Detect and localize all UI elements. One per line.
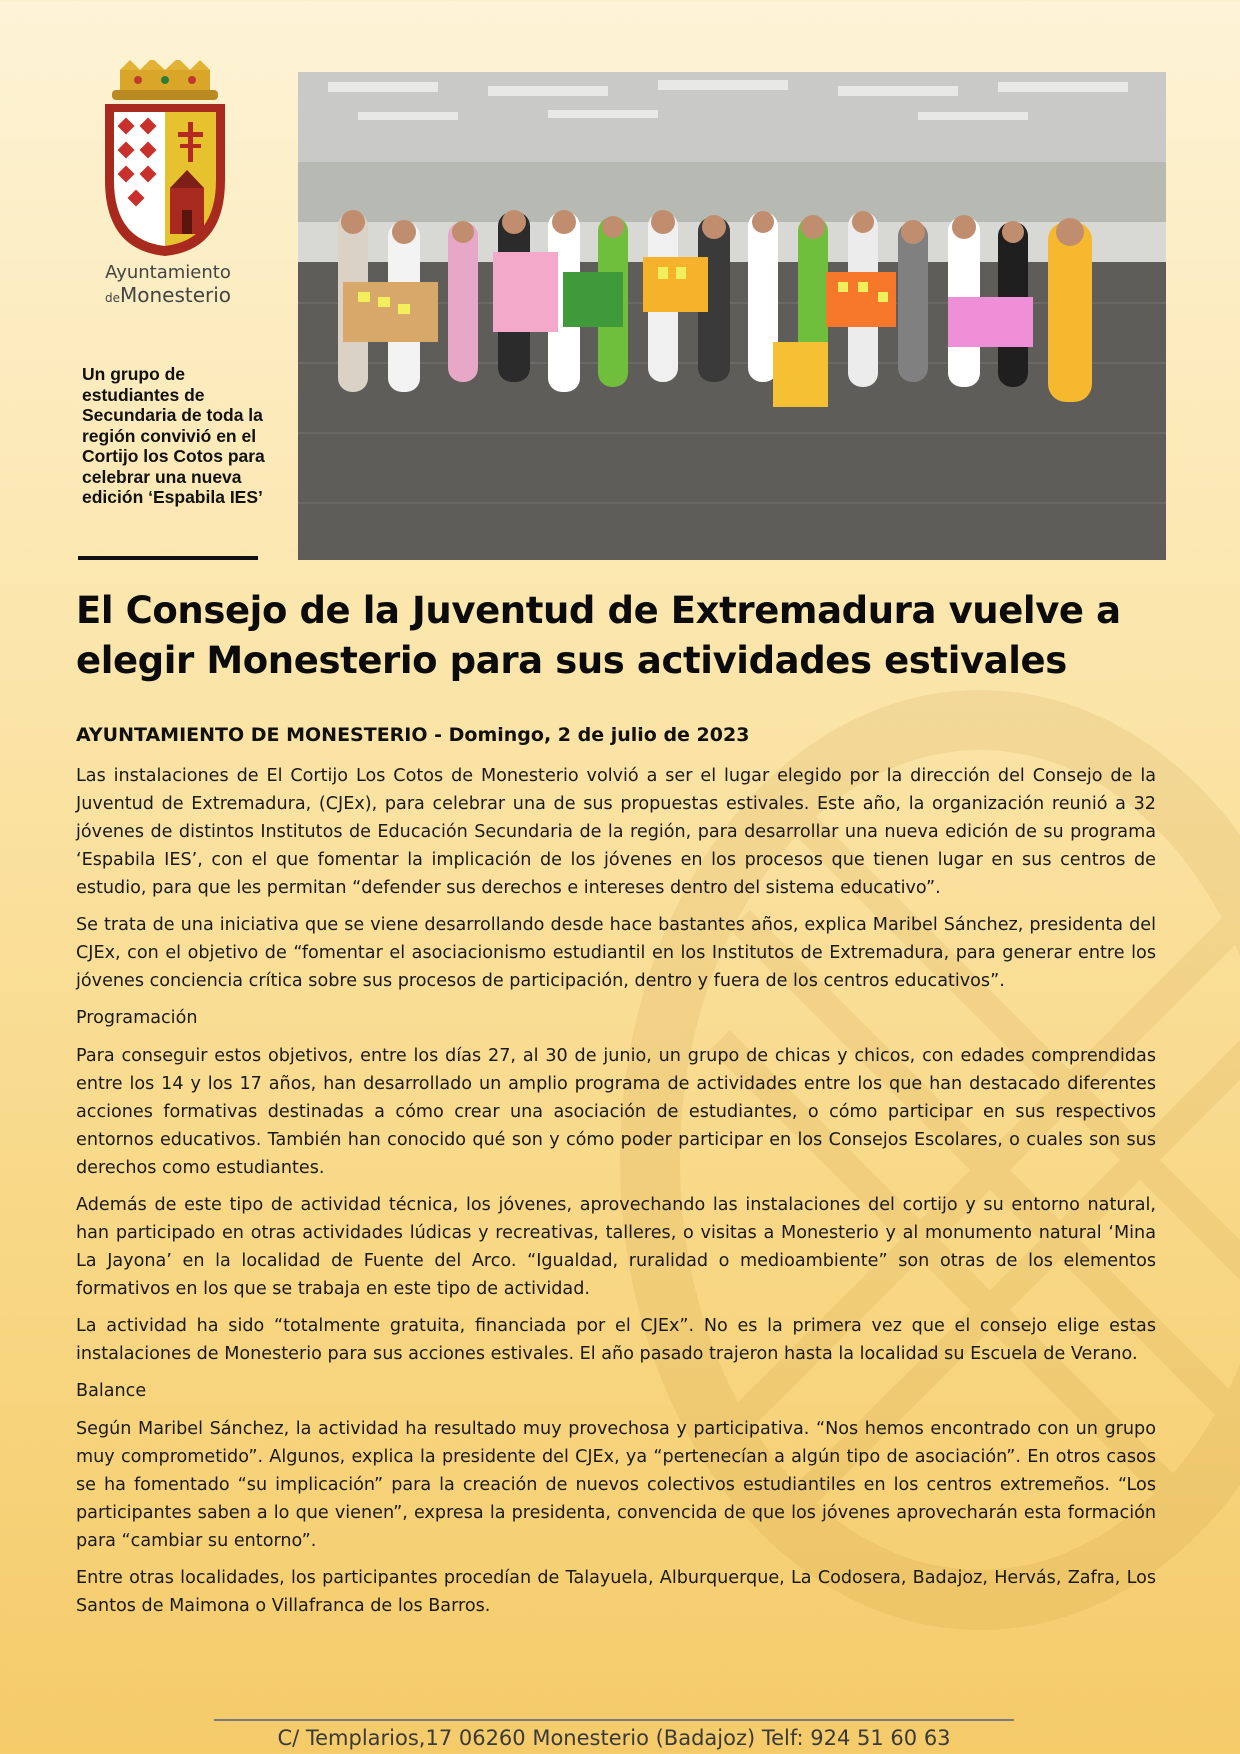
article-paragraph: La actividad ha sido “totalmente gratuita, financiada por el CJEx”. No es la primera vez que el consejo elige estas instalaciones de Monesterio para sus acciones estivales. El año pasado trajeron hasta la localidad su Escuela de Verano. — [76, 1316, 1156, 1364]
article-paragraph: Entre otras localidades, los participantes procedían de Talayuela, Alburquerque, La Codosera, Badajoz, Hervás, Zafra, Los Santos de Maimona o Villafranca de los Barros. — [76, 1568, 1156, 1616]
article-paragraph: Además de este tipo de actividad técnica, los jóvenes, aprovechando las instalaciones del cortijo y su entorno natural, han participado en otras actividades lúdicas y recreativas, talleres, o visitas a Monesterio y al monumento natural ‘Mina La Jayona’ en la localidad de Fuente del Arco. “Igualdad, ruralidad o medioambiente” son otras de los elementos formativos en los que se trabaja en este tipo de actividad. — [76, 1195, 1156, 1299]
section-heading-balance: Balance — [76, 1381, 147, 1401]
section-heading-programacion: Programación — [76, 1008, 198, 1028]
logo-wordmark — [88, 262, 248, 309]
article-dateline: AYUNTAMIENTO DE MONESTERIO - Domingo, 2 de julio de 2023 — [76, 724, 750, 746]
photo-caption: Un grupo de estudiantes de Secundaria de toda la región convivió en el Cortijo los Cotos para celebrar una nueva edición ‘Espabila IES’ — [82, 364, 265, 507]
article-paragraph: Las instalaciones de El Cortijo Los Cotos de Monesterio volvió a ser el lugar elegido por la dirección del Consejo de la Juventud de Extremadura, (CJEx), para celebrar una de sus propuestas estivales. Este año, la organización reunió a 32 jóvenes de distintos Institutos de Educación Secundaria de la región, para desarrollar una nueva edición de su programa ‘Espabila IES’, con el que fomentar la implicación de los jóvenes en los procesos que tienen lugar en sus centros de estudio, para que les permitan “defender sus derechos e intereses dentro del sistema educativo”. — [76, 766, 1156, 898]
group-photo-icon — [298, 72, 1166, 560]
logo-line2: Monesterio — [119, 283, 232, 307]
coat-of-arms-icon — [90, 60, 240, 260]
group-photo — [298, 72, 1166, 560]
article-paragraph: Se trata de una iniciativa que se viene desarrollando desde hace bastantes años, explica Maribel Sánchez, presidenta del CJEx, con el objetivo de “fomentar el asociacionismo estudiantil en los Institutos de Extremadura, para generar entre los jóvenes conciencia crítica sobre sus procesos de participación, dentro y fuera de los centros educativos”. — [76, 915, 1156, 991]
footer-address: C/ Templarios,17 06260 Monesterio (Badajoz) Telf: 924 51 60 63 — [277, 1726, 951, 1750]
logo-line1: Ayuntamiento — [105, 262, 231, 283]
article-paragraph: Para conseguir estos objetivos, entre los días 27, al 30 de junio, un grupo de chicas y chicos, con edades comprendidas entre los 14 y los 17 años, han desarrollado un amplio programa de actividades entre los que han destacado diferentes acciones formativas destinadas a cómo crear una asociación de estudiantes, o cómo participar en sus respectivos entornos educativos. También han conocido qué son y cómo poder participar en los Consejos Escolares, o cuales son sus derechos como estudiantes. — [76, 1046, 1156, 1178]
footer-divider — [214, 1719, 1014, 1721]
article-headline: El Consejo de la Juventud de Extremadura vuelve a elegir Monesterio para sus actividades estivales — [76, 589, 1121, 682]
logo-prefix: de — [104, 291, 120, 305]
article-body — [76, 762, 1156, 1629]
article-paragraph: Según Maribel Sánchez, la actividad ha resultado muy provechosa y participativa. “Nos hemos encontrado con un grupo muy comprometido”. Algunos, explica la presidente del CJEx, ya “pertenecían a algún tipo de asociación”. En otros casos se ha fomentado “su implicación” para la creación de nuevos colectivos estudiantiles en los centros extremeños. “Los participantes saben a lo que vienen”, expresa la presidenta, convencida de que los jóvenes aprovecharán esta formación para “cambiar su entorno”. — [76, 1419, 1156, 1551]
caption-divider — [78, 556, 258, 560]
